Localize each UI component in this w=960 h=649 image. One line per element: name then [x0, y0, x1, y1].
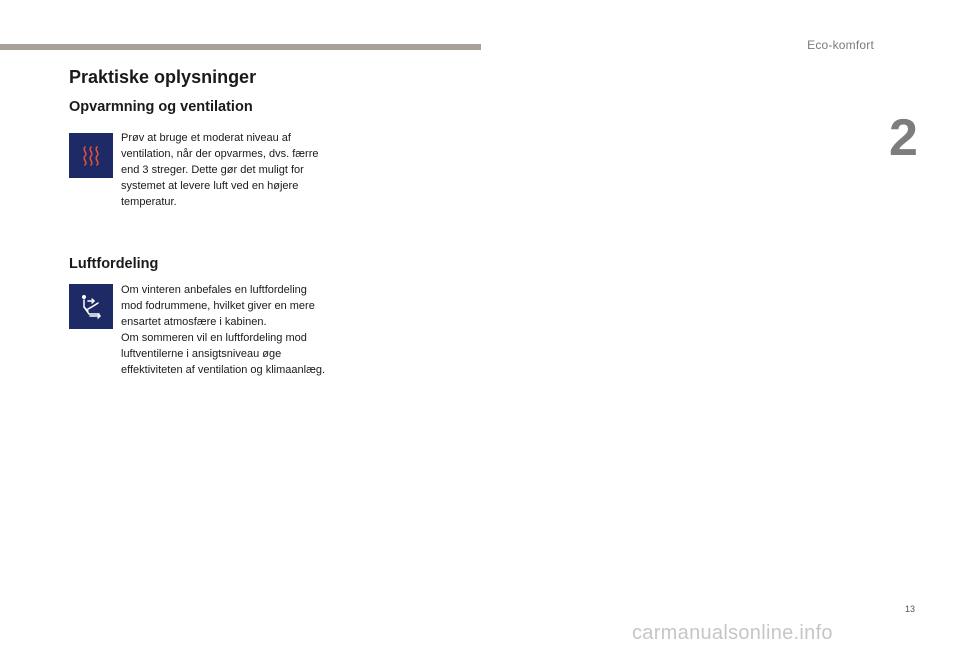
paragraph: Om sommeren vil en luftfordeling mod luftventilerne i ansigtsniveau øge effektiviteten af ventilation og klimaanlæg. [121, 332, 326, 376]
chapter-number: 2 [889, 109, 918, 167]
section-heading-air-distribution: Luftfordeling [69, 256, 159, 272]
section-body-air-distribution [121, 282, 331, 378]
section-body-heating [121, 130, 331, 210]
paragraph: Om vinteren anbefales en luftfordeling mod fodrummene, hvilket giver en mere ensartet atmosfære i kabinen. [121, 284, 315, 328]
air-distribution-glyph [76, 292, 106, 322]
header-rule [0, 44, 481, 50]
section-heading-heating: Opvarmning og ventilation [69, 99, 253, 115]
page-number: 13 [905, 604, 916, 614]
air-distribution-icon [69, 284, 113, 329]
page-title: Praktiske oplysninger [69, 67, 257, 87]
seat-heating-waves-icon [69, 133, 113, 178]
watermark: carmanualsonline.info [632, 622, 833, 644]
section-label: Eco-komfort [807, 38, 874, 52]
paragraph: Prøv at bruge et moderat niveau af ventilation, når der opvarmes, dvs. færre end 3 streger. Dette gør det muligt for systemet at levere luft ved en højere temperatur. [121, 132, 319, 208]
heat-waves-glyph [78, 143, 104, 169]
